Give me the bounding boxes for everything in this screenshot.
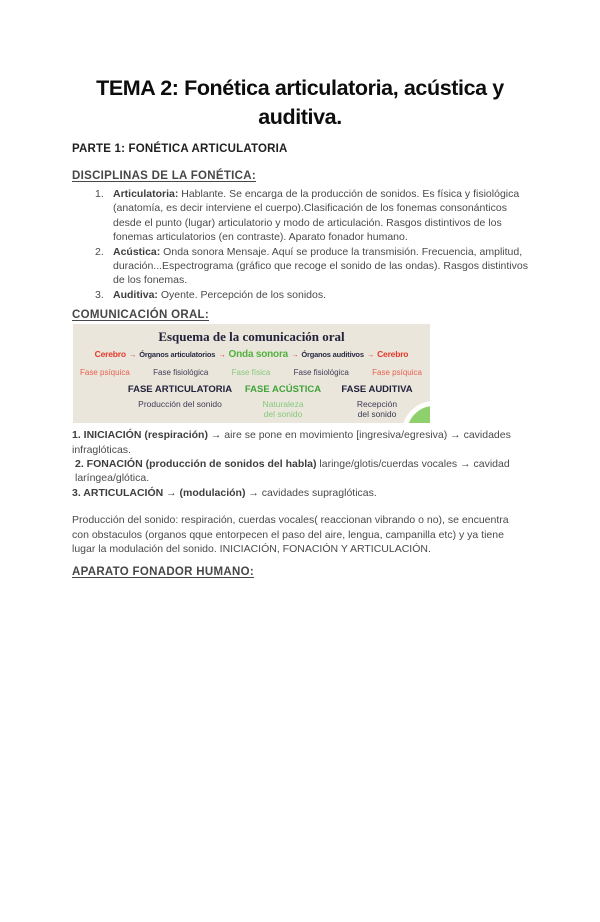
list-item-number: 3. bbox=[95, 288, 104, 301]
arrow-icon: → bbox=[218, 350, 226, 360]
list-item-lead: Articulatoria: bbox=[113, 188, 179, 200]
list-item-body: Hablante. Se encarga de la producción de sonidos. Es física y fisiológica (anatomía, es decir interviene el cuerpo).Clasificación de los fonemas consonánticos desde el punto (lugar) articulatorio y modo de articulación. Rasgos distintivos de los fonemas articulatorios (en contraste). Aparato fonador humano. bbox=[113, 188, 520, 244]
page-title bbox=[72, 74, 528, 132]
fase-auditiva-title: FASE AUDITIVA bbox=[341, 384, 413, 396]
disciplinas-list bbox=[72, 187, 528, 302]
chain-item-organos-auditivos: Órganos auditivos bbox=[301, 350, 364, 360]
fase-psiquica-label: Fase psíquica bbox=[80, 368, 130, 378]
step-fonacion: 2. FONACIÓN (producción de sonidos del habla) laringe/glotis/cuerdas vocales → cavidad laríngea/glótica. bbox=[75, 458, 510, 485]
fase-fisiologica-label: Fase fisiológica bbox=[153, 368, 209, 378]
step-articulacion: 3. ARTICULACIÓN → (modulación) → cavidades supraglóticas. bbox=[72, 486, 377, 499]
chain-item-cerebro: Cerebro bbox=[94, 349, 126, 360]
fase-fisica-label: Fase física bbox=[231, 368, 271, 378]
esquema-title: Esquema de la comunicación oral bbox=[158, 329, 345, 345]
heading-aparato-fonador: APARATO FONADOR HUMANO: bbox=[72, 565, 254, 578]
title-line-1: TEMA 2: Fonética articulatoria, acústica y bbox=[96, 76, 504, 100]
page-content bbox=[0, 74, 600, 578]
chain-item-cerebro: Cerebro bbox=[377, 349, 409, 360]
list-item bbox=[72, 187, 528, 245]
list-item-lead: Acústica: bbox=[113, 245, 161, 258]
communication-chain-row bbox=[73, 349, 430, 360]
fases-row bbox=[73, 368, 430, 377]
arrow-icon: → bbox=[291, 350, 299, 360]
fase-titles-row bbox=[125, 384, 423, 395]
heading-disciplinas: DISCIPLINAS DE LA FONÉTICA: bbox=[72, 170, 257, 182]
esquema-comunicacion-image bbox=[73, 324, 430, 423]
fase-articulatoria-title: FASE ARTICULATORIA bbox=[127, 384, 233, 396]
produccion-sonido-label: Producción del sonido bbox=[138, 399, 222, 410]
list-item-body: Oyente. Percepción de los sonidos. bbox=[157, 288, 327, 301]
chain-item-onda-sonora: Onda sonora bbox=[228, 349, 289, 361]
list-item-text bbox=[113, 245, 528, 288]
chain-item-organos-articulatorios: Órganos articulatorios bbox=[139, 350, 216, 360]
list-item-text bbox=[113, 187, 528, 245]
list-item-number: 2. bbox=[95, 245, 104, 258]
process-steps bbox=[72, 428, 528, 500]
part-heading: PARTE 1: FONÉTICA ARTICULATORIA bbox=[72, 143, 288, 155]
recepcion-sonido-label: Recepción del sonido bbox=[356, 399, 398, 420]
document-page bbox=[0, 74, 600, 922]
list-item-lead: Auditiva: bbox=[113, 288, 158, 301]
fase-psiquica-label: Fase psíquica bbox=[372, 368, 422, 378]
naturaleza-sonido-label: Naturaleza del sonido bbox=[262, 399, 304, 420]
produccion-paragraph: Producción del sonido: respiración, cuerdas vocales( reaccionan vibrando o no), se encuentra con obstaculos (organos qque entorpecen el paso del aire, lengua, campanilla etc) y ya tiene lugar la modulación del sonido. INICIACIÓN, FONACIÓN Y ARTICULACIÓN. bbox=[72, 514, 509, 556]
fase-fisiologica-label: Fase fisiológica bbox=[293, 368, 349, 378]
title-line-2: auditiva. bbox=[258, 105, 342, 129]
arrow-icon: → bbox=[366, 350, 375, 360]
fase-acustica-title: FASE ACÚSTICA bbox=[244, 384, 322, 396]
heading-comunicacion: COMUNICACIÓN ORAL: bbox=[72, 309, 209, 322]
arrow-icon: → bbox=[128, 350, 137, 360]
step-iniciacion: 1. INICIACIÓN (respiración) → aire se pone en movimiento [ingresiva/egresiva) → cavidades infraglóticas. bbox=[72, 429, 511, 456]
fase-descriptions-row bbox=[125, 399, 423, 419]
list-item-text bbox=[113, 288, 528, 302]
list-item bbox=[72, 245, 528, 288]
list-item-number: 1. bbox=[95, 188, 104, 200]
list-item-body: Onda sonora Mensaje. Aquí se produce la transmisión. Frecuencia, amplitud, duración...Espectrograma (gráfico que recoge el sonido de las ondas). Rasgos distintivos de los fonemas. bbox=[113, 245, 528, 287]
list-item bbox=[72, 288, 528, 302]
